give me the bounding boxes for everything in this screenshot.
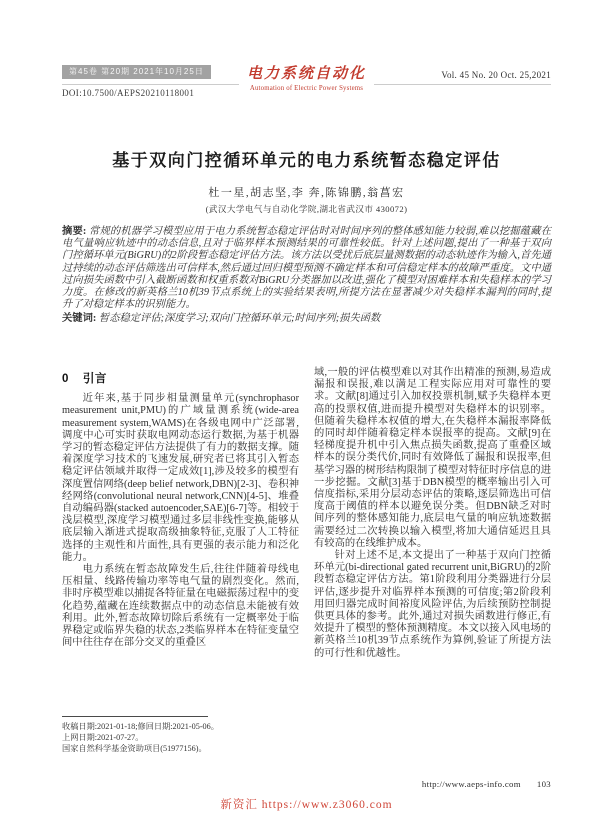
footnote-received-date: 收稿日期:2021-01-18;修回日期:2021-05-06。 xyxy=(62,722,219,731)
section-title: 引言 xyxy=(82,373,107,385)
issue-info-right: Vol. 45 No. 20 Oct. 25,2021 xyxy=(441,70,551,80)
keywords-text: 暂态稳定评估;深度学习;双向门控循环单元;时间序列;损失函数 xyxy=(98,313,381,325)
abstract-label: 摘要: xyxy=(62,226,87,237)
body-paragraph: 域,一般的评估模型难以对其作出精准的预测,易造成漏报和误报,难以满足工程实际应用对可靠性的要求。文献[8]通过引入加权投票机制,赋予失稳样本更高的投票权值,进而提升模型对失稳样本的识别率。但随着失稳样本权值的增大,在失稳样本漏报率降低的同时却伴随着稳定样本误报率的提高。文献[9]在轻梯度提升机中引入焦点损失函数,提高了重叠区域样本的误分类代价,同时有效降低了漏报和误报率,但基学习器的树形结构限制了模型对特征时序信息的进一步挖掘。文献[3]基于DBN模型的概率输出引入可信度指标,采用分层动态评估的策略,逐层筛选出可信度高于阈值的样本以避免误分类。但DBN缺乏对时间序列的整体感知能力,底层电气量的响应轨迹数据需要经过二次转换以输入模型,将加大通信延迟且具有较高的在线维护成本。 xyxy=(314,367,551,549)
abstract-paragraph xyxy=(62,226,551,311)
footer-page-number: 103 xyxy=(536,779,551,789)
journal-logo xyxy=(247,62,366,92)
doi-text: DOI:10.7500/AEPS20210118001 xyxy=(62,88,195,98)
abstract-block xyxy=(62,226,551,326)
footnote-online-date: 上网日期:2021-07-27。 xyxy=(62,733,144,742)
footnote-rule xyxy=(62,716,208,717)
body-paragraph: 近年来,基于同步相量测量单元(synchrophasor measurement unit,PMU)的广域量测系统(wide-area measurement system,WAMS)在各级电网中广泛部署,调度中心可实时获取电网动态运行数据,为基于机器学习的暂态稳定评估方法提供了有力的数据支撑。随着深度学习技术的飞速发展,研究者已将其引入暂态稳定评估领域并取得一定成效[1],涉及较多的模型有深度置信网络(deep belief network,DBN)[2-3]、卷积神经网络(convolutional neural network,CNN)[4-5]、堆叠自动编码器(stacked autoencoder,SAE)[6-7]等。相较于浅层模型,深度学习模型通过多层非线性变换,能够从底层输入渐进式提取高级抽象特征,克服了人工特征选择的主观性和片面性,具有更强的表示能力和泛化能力。 xyxy=(62,393,299,563)
abstract-text: 常规的机器学习模型应用于电力系统暂态稳定评估时对时间序列的整体感知能力较弱,难以挖掘蕴藏在电气量响应轨迹中的动态信息,且对于临界样本预测结果的可靠性较低。针对上述问题,提出了一种基于双向门控循环单元(BiGRU)的2阶段暂态稳定评估方法。该方法以受扰后底层量测数据的动态轨迹作为输入,首先通过持续的动态评估筛选出可信样本,然后通过回归模型预测不确定样本和可信稳定样本的故障严重度。文中通过向损失函数中引入截断函数和权重系数对BiGRU分类器加以改进,强化了模型对困难样本和失稳样本的学习力度。在修改的新英格兰10机39节点系统上的实验结果表明,所提方法在显著减少对失稳样本漏判的同时,提升了对稳定样本的识别能力。 xyxy=(62,226,551,311)
header-rule-left xyxy=(62,84,239,85)
section-number: 0 xyxy=(62,373,69,385)
footnote-block xyxy=(62,716,299,754)
journal-name-cn: 电力系统自动化 xyxy=(246,66,367,82)
watermark-text: 新资汇 https://www.z3060.com xyxy=(220,799,393,811)
page-footer xyxy=(422,779,551,789)
footnote-funding: 国家自然科学基金资助项目(51977156)。 xyxy=(62,744,207,753)
affiliation-line: (武汉大学电气与自动化学院,湖北省武汉市 430072) xyxy=(205,204,408,214)
volume-issue-box: 第45卷 第20期 2021年10月25日 xyxy=(62,65,211,79)
right-column xyxy=(314,367,551,660)
body-paragraph: 针对上述不足,本文提出了一种基于双向门控循环单元(bi-directional gated recurrent unit,BiGRU)的2阶段暂态稳定评估方法。第1阶段利用分类器进行分层评估,逐步提升对临界样本预测的可信度;第2阶段利用回归器完成时间裕度风险评估,为后续预防控制提供更具体的参考。此外,通过对损失函数进行修正,有效提升了模型的整体预测精度。本文以接入风电场的新英格兰10机39节点系统作为算例,验证了所提方法的可行性和优越性。 xyxy=(314,550,551,659)
section-heading-introduction xyxy=(62,373,299,385)
article-title: 基于双向门控循环单元的电力系统暂态稳定评估 xyxy=(112,151,501,170)
left-column xyxy=(62,371,299,649)
header-rule-right xyxy=(374,84,551,85)
keywords-line xyxy=(62,313,551,325)
journal-name-en: Automation of Electric Power Systems xyxy=(249,85,364,92)
keywords-label: 关键词: xyxy=(62,313,97,325)
footer-url: http://www.aeps-info.com xyxy=(421,779,521,789)
body-paragraph: 电力系统在暂态故障发生后,往往伴随着母线电压相量、线路传输功率等电气量的剧烈变化。然而,非时序模型难以捕捉各特征量在电磁振荡过程中的变化趋势,蕴藏在连续数据点中的动态信息未能被有效利用。此外,暂态故障切除后系统有一定概率处于临界稳定或临界失稳的状态,2类临界样本在特征变量空间中往往存在部分交叉的重叠区 xyxy=(62,564,299,649)
authors-line: 杜一星,胡志坚,李 奔,陈锦鹏,翁菖宏 xyxy=(208,187,405,199)
